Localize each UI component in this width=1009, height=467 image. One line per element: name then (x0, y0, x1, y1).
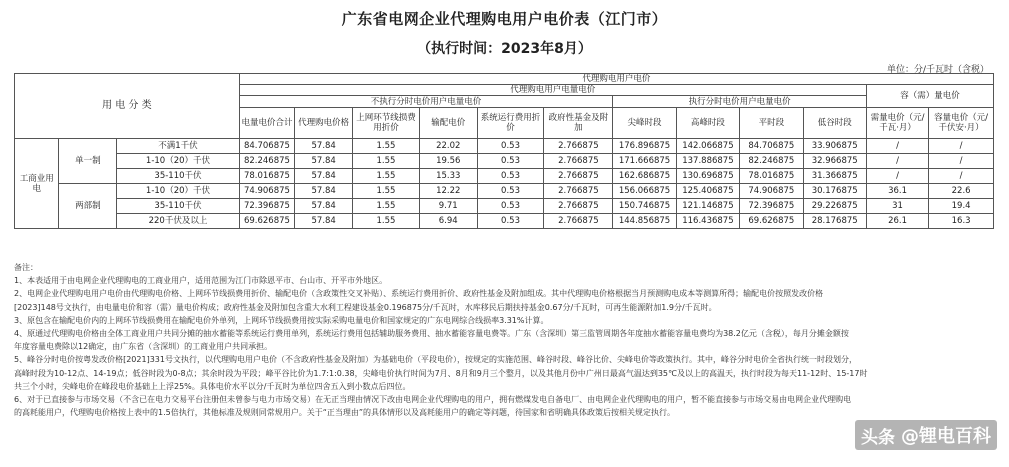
col-header: 高峰时段 (676, 108, 739, 139)
cell: 72.396875 (239, 199, 295, 214)
cell: 171.666875 (613, 154, 676, 169)
row-label: 1-10（20）千伏 (117, 154, 239, 169)
row-label: 不满1千伏 (117, 139, 239, 154)
row-label: 35-110千伏 (117, 169, 239, 184)
cell: 72.396875 (740, 199, 803, 214)
cell: 1.55 (353, 139, 420, 154)
col-header: 系统运行费用折价 (477, 108, 544, 139)
cell: 1.55 (353, 154, 420, 169)
cell: 142.066875 (676, 139, 739, 154)
table-row (15, 139, 994, 154)
cell: 2.766875 (544, 184, 613, 199)
note-line: 4、原通过代理购电价格由全体工商业用户共同分摊的抽水蓄能等系统运行费用单列，系统运行费用包括辅助服务费用、抽水蓄能容量电费等。广东（含深圳）第三监管周期各年度抽水蓄能容量电费均为38.2亿元（含税），每月分摊金额按 (14, 329, 849, 339)
note-line: 的高耗能用户，代理购电价格按上表中的1.5倍执行，其他标准及规则同常规用户。关于“正当理由”的具体情形以及高耗能用户的确定等问题，待国家和省明确具体政策后按相关规定执行。 (14, 408, 676, 418)
note-line: 2、电网企业代理购电用户电价由代理购电价格、上网环节线损费用折价、输配电价（含政策性交叉补贴）、系统运行费用折价、政府性基金及附加组成。其中代理购电价格根据当月预测购电成本等测算所得；输配电价按照发改价格 (14, 289, 824, 299)
page-subtitle: （执行时间：2023年8月） (417, 41, 592, 57)
header-capacity: 容（需）量电价 (866, 85, 993, 108)
cell: / (866, 139, 928, 154)
cell: 0.53 (477, 154, 544, 169)
cell: 57.84 (295, 154, 353, 169)
cell: 1.55 (353, 169, 420, 184)
price-table (14, 73, 994, 229)
cell: 2.766875 (544, 154, 613, 169)
cell: 2.766875 (544, 139, 613, 154)
cell: 150.746875 (613, 199, 676, 214)
cell: 137.886875 (676, 154, 739, 169)
note-line: 共三个小时，尖峰电价在峰段电价基础上上浮25%。具体电价水平以分/千瓦时为单位四舍五入到小数点后四位。 (14, 381, 411, 391)
cell: 82.246875 (740, 154, 803, 169)
cell: 15.33 (419, 169, 477, 184)
cell: 6.94 (419, 214, 477, 229)
group-main: 工商业用电 (15, 139, 59, 229)
col-header: 需量电价（元/千瓦·月） (866, 108, 928, 139)
cell: 2.766875 (544, 169, 613, 184)
cell: 69.626875 (740, 214, 803, 229)
note-line: 备注： (14, 263, 38, 272)
cell: 78.016875 (740, 169, 803, 184)
page-title: 广东省电网企业代理购电用户电价表（江门市） (341, 10, 668, 28)
cell: 16.3 (929, 214, 994, 229)
cell: 116.436875 (676, 214, 739, 229)
note-line: 1、本表适用于由电网企业代理购电的工商业用户，适用范围为江门市除恩平市、台山市、开平市外地区。 (14, 276, 388, 286)
cell: 2.766875 (544, 199, 613, 214)
cell: 29.226875 (803, 199, 866, 214)
cell: 84.706875 (740, 139, 803, 154)
cell: 0.53 (477, 139, 544, 154)
table-row (15, 154, 994, 169)
table-row (15, 214, 994, 229)
col-header: 容量电价（元/千伏安·月） (929, 108, 994, 139)
row-label: 220千伏及以上 (117, 214, 239, 229)
col-header: 代理购电价格 (295, 108, 353, 139)
cell: 1.55 (353, 184, 420, 199)
cell: 130.696875 (676, 169, 739, 184)
note-line: 6、对于已直接参与市场交易（不含已在电力交易平台注册但未曾参与电力市场交易）在无正当理由情况下改由电网企业代理购电的用户，拥有燃煤发电自备电厂、由电网企业代理购电的用户，暂不能直接参与市场交易由电网企业代理购电 (14, 395, 852, 405)
col-header: 输配电价 (419, 108, 477, 139)
cell: 0.53 (477, 214, 544, 229)
cell: 74.906875 (740, 184, 803, 199)
cell: 33.906875 (803, 139, 866, 154)
toutiao-logo: 头条 (861, 427, 895, 448)
cell: 19.56 (419, 154, 477, 169)
note-line: 高峰时段为10-12点、14-19点；低谷时段为0-8点；其余时段为平段；峰平谷比价为1.7:1:0.38，尖峰电价执行时间为7月、8月和9月三个整月，以及其他月份中广州日最高气温达到35℃及以上的高温天，执行时段为每天11-12时、15-17时 (14, 368, 868, 378)
cell: 0.53 (477, 199, 544, 214)
cell: 125.406875 (676, 184, 739, 199)
cell: 0.53 (477, 169, 544, 184)
table-row (15, 199, 994, 214)
col-header: 尖峰时段 (613, 108, 676, 139)
cell: 9.71 (419, 199, 477, 214)
cell: 32.966875 (803, 154, 866, 169)
header-tou: 执行分时电价用户电量电价 (613, 96, 867, 108)
cell: 31.366875 (803, 169, 866, 184)
cell: 19.4 (929, 199, 994, 214)
cell: 57.84 (295, 169, 353, 184)
row-label: 1-10（20）千伏 (117, 184, 239, 199)
cell: 28.176875 (803, 214, 866, 229)
cell: / (929, 154, 994, 169)
watermark (855, 420, 997, 450)
watermark-text: @锂电百科 (901, 426, 991, 447)
col-header: 上网环节线损费用折价 (353, 108, 420, 139)
note-line: 年度容量电费除以12确定，由广东省（含深圳）的工商业用户共同承担。 (14, 342, 273, 352)
row-label: 35-110千伏 (117, 199, 239, 214)
group-single: 单一制 (59, 139, 117, 184)
col-header: 政府性基金及附加 (544, 108, 613, 139)
cell: 144.856875 (613, 214, 676, 229)
note-line: 3、原包含在输配电价内的上网环节线损费用在输配电价外单列，上网环节线损费用按实际采购电量电价和国家规定的广东电网综合线损率3.31%计算。 (14, 315, 549, 325)
cell: 84.706875 (239, 139, 295, 154)
cell: 0.53 (477, 184, 544, 199)
cell: 82.246875 (239, 154, 295, 169)
note-line: [2023]148号文执行，由电量电价和容（需）量电价构成；政府性基金及附加包含重大水利工程建设基金0.196875分/千瓦时，水库移民后期扶持基金0.67分/千瓦时，可再生能源附加1.9分/千瓦时。 (14, 302, 717, 312)
cell: 57.84 (295, 214, 353, 229)
cell: 69.626875 (239, 214, 295, 229)
cell: 162.686875 (613, 169, 676, 184)
cell: 176.896875 (613, 139, 676, 154)
cell: / (866, 154, 928, 169)
cell: 2.766875 (544, 214, 613, 229)
group-dual: 两部制 (59, 184, 117, 229)
header-agent-purchase: 代理购电用户电量电价 (239, 85, 866, 96)
cell: 1.55 (353, 214, 420, 229)
col-header: 平时段 (740, 108, 803, 139)
cell: 22.02 (419, 139, 477, 154)
cell: 36.1 (866, 184, 928, 199)
cell: 22.6 (929, 184, 994, 199)
cell: 78.016875 (239, 169, 295, 184)
cell: 57.84 (295, 184, 353, 199)
header-non-tou: 不执行分时电价用户电量电价 (239, 96, 613, 108)
cell: 12.22 (419, 184, 477, 199)
col-header: 低谷时段 (803, 108, 866, 139)
cell: / (866, 169, 928, 184)
cell: 156.066875 (613, 184, 676, 199)
cell: 74.906875 (239, 184, 295, 199)
note-line: 5、峰谷分时电价按粤发改价格[2021]331号文执行，以代理购电用户电价（不含政府性基金及附加）为基础电价（平段电价），按规定的实施范围、峰谷时段、峰谷比价、尖峰电价等政策执行。其中，峰谷分时电价全省执行统一时段划分， (14, 355, 857, 365)
header-agent-price: 代理购电用户电价 (239, 74, 993, 85)
cell: 30.176875 (803, 184, 866, 199)
notes-section (14, 261, 999, 419)
cell: 57.84 (295, 199, 353, 214)
cell: 31 (866, 199, 928, 214)
cell: / (929, 139, 994, 154)
cell: 57.84 (295, 139, 353, 154)
table-row (15, 169, 994, 184)
unit-label: 单位：分/千瓦时（含税） (886, 65, 989, 75)
col-header: 电量电价合计 (239, 108, 295, 139)
cell: / (929, 169, 994, 184)
cell: 121.146875 (676, 199, 739, 214)
cell: 1.55 (353, 199, 420, 214)
header-category: 用 电 分 类 (15, 74, 240, 139)
cell: 26.1 (866, 214, 928, 229)
table-row (15, 184, 994, 199)
